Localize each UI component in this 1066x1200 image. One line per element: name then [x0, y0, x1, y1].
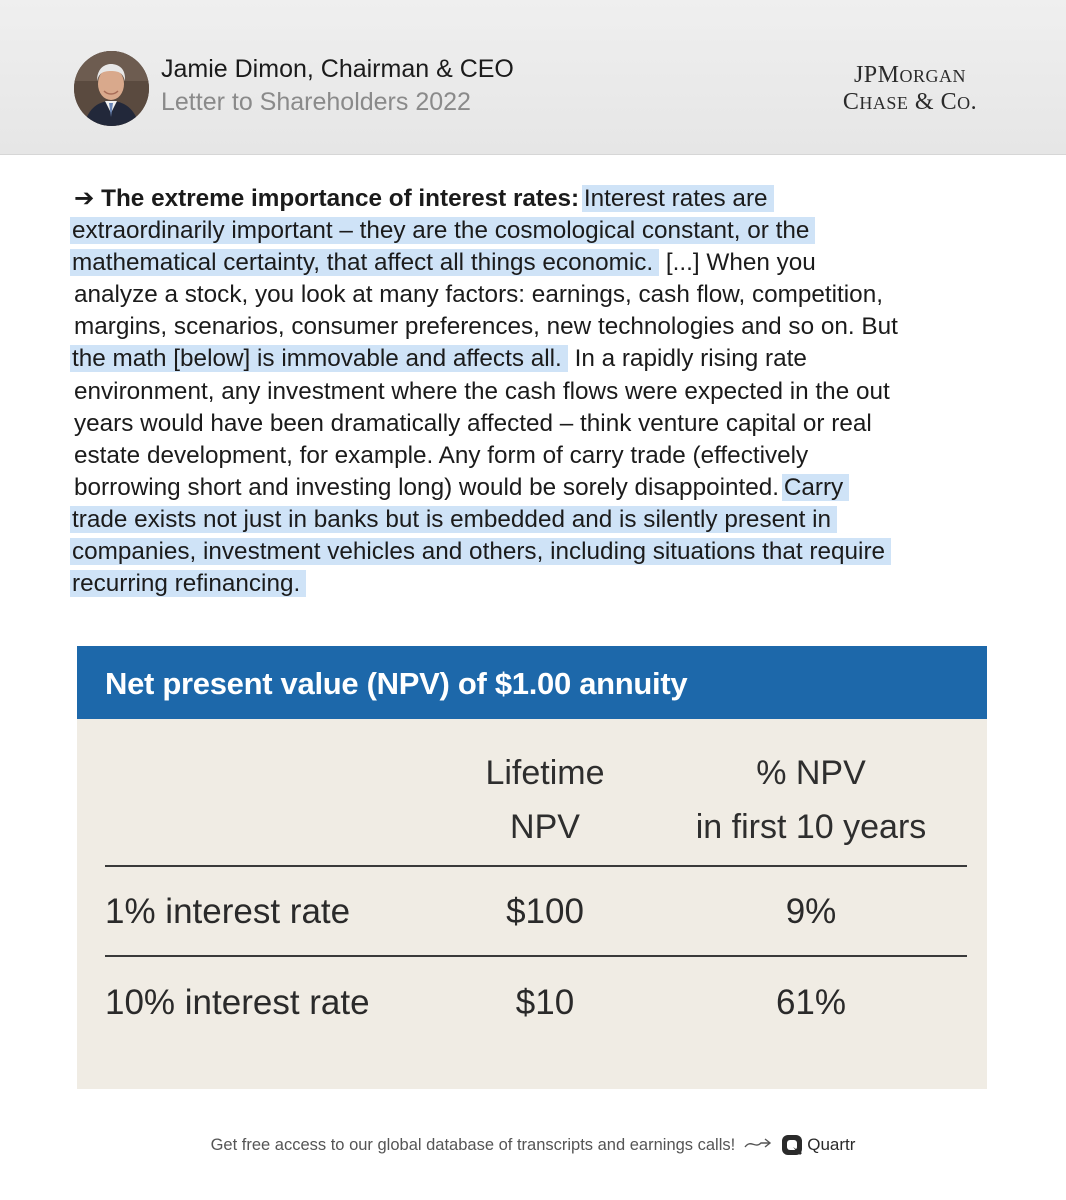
highlight-8: recurring refinancing. — [70, 570, 306, 597]
table-rule — [105, 865, 967, 867]
jpmorgan-logo: JPMORGAN CHASE & CO. — [842, 62, 978, 115]
highlight-7: companies, investment vehicles and others, including situations that require — [70, 538, 891, 565]
col-header-lifetime-npv: Lifetime NPV — [485, 754, 605, 846]
header — [0, 0, 1066, 155]
highlight-6: trade exists not just in banks but is embedded and is silently present in — [70, 506, 837, 533]
footer — [0, 1134, 1066, 1160]
row-value-lifetime-10pct: $10 — [515, 983, 575, 1022]
highlight-3: mathematical certainty, that affect all things economic. — [70, 249, 659, 276]
quote-text: borrowing short and investing long) would be sorely disappointed. — [74, 473, 780, 501]
quote-text: margins, scenarios, consumer preferences, new technologies and so on. But — [74, 313, 898, 341]
quote-text: estate development, for example. Any form of carry trade (effectively — [74, 441, 809, 469]
quartr-icon — [781, 1134, 803, 1156]
highlight-4: the math [below] is immovable and affects all. — [70, 345, 568, 372]
col-header-pct-npv: % NPV in first 10 years — [695, 754, 927, 846]
row-value-lifetime-1pct: $100 — [506, 892, 584, 931]
quote-text: years would have been dramatically affected – think venture capital or real — [74, 409, 872, 437]
npv-table-title: Net present value (NPV) of $1.00 annuity — [105, 666, 688, 701]
row-value-pct-1pct: 9% — [785, 892, 837, 931]
table-rule — [105, 955, 967, 957]
highlight-5: Carry — [782, 474, 849, 501]
row-value-pct-10pct: 61% — [775, 983, 847, 1022]
quartr-brand: Quartr — [807, 1135, 856, 1154]
author-avatar — [74, 51, 149, 126]
highlight-1: Interest rates are — [582, 185, 774, 212]
quote-text: analyze a stock, you look at many factors: earnings, cash flow, competition, — [74, 281, 883, 309]
quote-paragraph — [74, 183, 994, 600]
arrow-icon — [743, 1135, 773, 1156]
author-name: Jamie Dimon, Chairman & CEO — [161, 55, 514, 83]
footer-cta[interactable]: Get free access to our global database of transcripts and earnings calls! — [210, 1135, 736, 1154]
quote-lead: The extreme importance of interest rates: — [101, 185, 580, 212]
row-label-1pct: 1% interest rate — [105, 892, 351, 931]
highlight-2: extraordinarily important – they are the cosmological constant, or the — [70, 217, 815, 244]
quote-text: In a rapidly rising rate — [574, 345, 807, 373]
arrow-icon: ➔ — [74, 185, 95, 212]
npv-table — [77, 646, 987, 1089]
quote-text: [...] When you — [665, 249, 816, 277]
npv-table-header — [77, 646, 987, 719]
quote-text: environment, any investment where the cash flows were expected in the out — [74, 377, 890, 405]
quartr-logo[interactable] — [781, 1134, 855, 1156]
author-subtitle: Letter to Shareholders 2022 — [161, 88, 471, 116]
row-label-10pct: 10% interest rate — [105, 983, 370, 1022]
